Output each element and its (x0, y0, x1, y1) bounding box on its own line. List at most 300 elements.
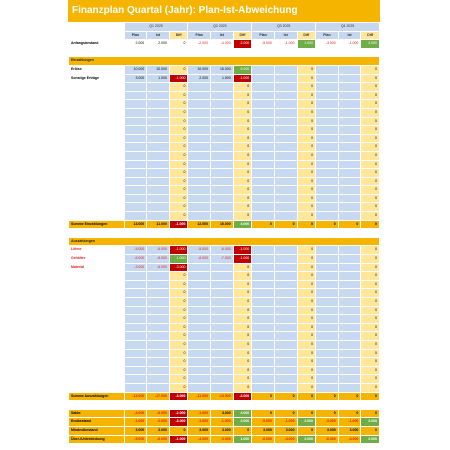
value-cell[interactable] (316, 298, 339, 307)
value-cell[interactable]: 0 (297, 160, 316, 169)
value-cell[interactable] (147, 323, 170, 332)
value-cell[interactable] (316, 143, 339, 152)
value-cell[interactable]: 0 (297, 203, 316, 212)
value-cell[interactable]: -4.000 (338, 435, 361, 444)
value-cell[interactable] (252, 349, 275, 358)
value-cell[interactable] (252, 332, 275, 341)
value-cell[interactable]: 2.000 (124, 40, 147, 49)
value-cell[interactable]: 0 (169, 272, 188, 281)
value-cell[interactable]: 0 (361, 409, 380, 418)
value-cell[interactable]: 0 (169, 212, 188, 221)
value-cell[interactable] (188, 126, 211, 135)
value-cell[interactable]: 0 (316, 220, 339, 229)
value-cell[interactable]: -5.000 (124, 435, 147, 444)
value-cell[interactable]: 0 (297, 91, 316, 100)
value-cell[interactable] (316, 289, 339, 298)
value-cell[interactable] (252, 375, 275, 384)
value-cell[interactable] (316, 358, 339, 367)
value-cell[interactable]: 0 (297, 212, 316, 221)
value-cell[interactable] (316, 255, 339, 264)
value-cell[interactable] (316, 100, 339, 109)
value-cell[interactable]: -2.000 (233, 392, 252, 401)
value-cell[interactable]: 0 (169, 332, 188, 341)
value-cell[interactable]: -3.000 (316, 418, 339, 427)
value-cell[interactable] (211, 177, 234, 186)
value-cell[interactable] (338, 83, 361, 92)
value-cell[interactable]: 10.000 (188, 65, 211, 74)
value-cell[interactable] (124, 349, 147, 358)
value-cell[interactable]: 0 (169, 108, 188, 117)
value-cell[interactable]: 0 (297, 306, 316, 315)
value-cell[interactable] (274, 134, 297, 143)
value-cell[interactable] (147, 358, 170, 367)
value-cell[interactable] (338, 263, 361, 272)
value-cell[interactable]: 0 (169, 426, 188, 435)
value-cell[interactable]: 0 (297, 272, 316, 281)
value-cell[interactable]: 0 (233, 272, 252, 281)
value-cell[interactable] (316, 134, 339, 143)
value-cell[interactable]: 0 (169, 160, 188, 169)
value-cell[interactable] (211, 83, 234, 92)
value-cell[interactable]: 0 (297, 298, 316, 307)
value-cell[interactable] (147, 315, 170, 324)
value-cell[interactable]: 0 (361, 392, 380, 401)
value-cell[interactable]: 0 (361, 100, 380, 109)
value-cell[interactable]: 0 (233, 280, 252, 289)
value-cell[interactable]: 0 (169, 151, 188, 160)
value-cell[interactable]: 0 (169, 169, 188, 178)
value-cell[interactable]: 0 (361, 366, 380, 375)
value-cell[interactable] (188, 108, 211, 117)
value-cell[interactable] (147, 366, 170, 375)
value-cell[interactable] (124, 143, 147, 152)
value-cell[interactable]: 0 (361, 186, 380, 195)
value-cell[interactable]: 0 (361, 91, 380, 100)
value-cell[interactable] (252, 108, 275, 117)
value-cell[interactable]: 0 (361, 306, 380, 315)
value-cell[interactable] (188, 91, 211, 100)
value-cell[interactable] (338, 91, 361, 100)
value-cell[interactable]: 0 (233, 340, 252, 349)
value-cell[interactable] (252, 117, 275, 126)
value-cell[interactable] (338, 366, 361, 375)
value-cell[interactable] (124, 375, 147, 384)
value-cell[interactable] (124, 340, 147, 349)
value-cell[interactable] (211, 272, 234, 281)
value-cell[interactable] (124, 100, 147, 109)
value-cell[interactable] (147, 91, 170, 100)
value-cell[interactable]: 0 (169, 289, 188, 298)
value-cell[interactable] (124, 366, 147, 375)
value-cell[interactable]: 0 (297, 383, 316, 392)
value-cell[interactable]: -3.000 (169, 263, 188, 272)
value-cell[interactable]: 0 (297, 366, 316, 375)
value-cell[interactable]: -1.000 (233, 246, 252, 255)
value-cell[interactable] (338, 100, 361, 109)
value-cell[interactable] (211, 349, 234, 358)
value-cell[interactable]: -6.000 (147, 409, 170, 418)
value-cell[interactable]: -4.000 (274, 435, 297, 444)
value-cell[interactable]: 0 (338, 220, 361, 229)
value-cell[interactable]: 0 (169, 203, 188, 212)
value-cell[interactable] (147, 289, 170, 298)
value-cell[interactable]: -5.000 (147, 255, 170, 264)
value-cell[interactable] (211, 169, 234, 178)
value-cell[interactable]: 0 (361, 298, 380, 307)
value-cell[interactable] (147, 186, 170, 195)
value-cell[interactable] (338, 298, 361, 307)
value-cell[interactable]: 0 (297, 151, 316, 160)
value-cell[interactable] (338, 108, 361, 117)
value-cell[interactable]: 0 (297, 186, 316, 195)
value-cell[interactable] (124, 306, 147, 315)
value-cell[interactable]: -1.000 (124, 418, 147, 427)
value-cell[interactable]: -4.000 (211, 40, 234, 49)
value-cell[interactable]: 0 (233, 289, 252, 298)
value-cell[interactable]: -6.000 (147, 435, 170, 444)
value-cell[interactable] (147, 108, 170, 117)
value-cell[interactable] (338, 65, 361, 74)
value-cell[interactable] (338, 323, 361, 332)
value-cell[interactable] (316, 151, 339, 160)
value-cell[interactable]: 0 (169, 177, 188, 186)
value-cell[interactable]: 0 (297, 392, 316, 401)
value-cell[interactable]: 0 (297, 280, 316, 289)
value-cell[interactable]: 0 (361, 220, 380, 229)
value-cell[interactable]: 0 (361, 246, 380, 255)
value-cell[interactable] (316, 186, 339, 195)
value-cell[interactable]: 5.000 (233, 65, 252, 74)
value-cell[interactable]: 3.000 (252, 426, 275, 435)
value-cell[interactable]: 0 (233, 126, 252, 135)
value-cell[interactable] (316, 83, 339, 92)
value-cell[interactable] (274, 246, 297, 255)
value-cell[interactable] (338, 74, 361, 83)
value-cell[interactable] (274, 212, 297, 221)
value-cell[interactable] (147, 340, 170, 349)
value-cell[interactable]: 0 (169, 375, 188, 384)
value-cell[interactable]: 0 (361, 126, 380, 135)
value-cell[interactable]: -3.000 (169, 418, 188, 427)
value-cell[interactable]: 0 (361, 280, 380, 289)
value-cell[interactable] (124, 134, 147, 143)
value-cell[interactable] (211, 212, 234, 221)
value-cell[interactable]: 0 (361, 151, 380, 160)
value-cell[interactable]: 0 (169, 298, 188, 307)
value-cell[interactable]: 1.000 (147, 74, 170, 83)
value-cell[interactable]: 0 (169, 126, 188, 135)
value-cell[interactable] (338, 117, 361, 126)
value-cell[interactable] (188, 203, 211, 212)
value-cell[interactable] (274, 323, 297, 332)
value-cell[interactable] (316, 65, 339, 74)
value-cell[interactable] (274, 117, 297, 126)
value-cell[interactable]: 0 (169, 194, 188, 203)
value-cell[interactable] (124, 280, 147, 289)
value-cell[interactable] (124, 186, 147, 195)
value-cell[interactable] (252, 358, 275, 367)
value-cell[interactable]: -1.000 (338, 40, 361, 49)
value-cell[interactable]: 15.000 (211, 65, 234, 74)
value-cell[interactable] (147, 212, 170, 221)
value-cell[interactable] (338, 340, 361, 349)
value-cell[interactable] (316, 366, 339, 375)
value-cell[interactable]: 0 (169, 280, 188, 289)
value-cell[interactable] (188, 83, 211, 92)
value-cell[interactable]: 0 (169, 91, 188, 100)
value-cell[interactable]: 0 (233, 203, 252, 212)
value-cell[interactable] (252, 65, 275, 74)
value-cell[interactable]: -3.000 (211, 435, 234, 444)
value-cell[interactable] (124, 272, 147, 281)
value-cell[interactable] (252, 194, 275, 203)
value-cell[interactable]: 0 (274, 392, 297, 401)
value-cell[interactable]: 10.000 (124, 65, 147, 74)
value-cell[interactable]: 0 (297, 255, 316, 264)
value-cell[interactable] (252, 383, 275, 392)
value-cell[interactable]: -1.000 (274, 418, 297, 427)
value-cell[interactable] (124, 358, 147, 367)
value-cell[interactable] (124, 289, 147, 298)
value-cell[interactable]: 0 (361, 358, 380, 367)
value-cell[interactable] (338, 280, 361, 289)
value-cell[interactable]: 0 (338, 409, 361, 418)
value-cell[interactable]: 0 (361, 108, 380, 117)
value-cell[interactable]: -5.000 (252, 418, 275, 427)
value-cell[interactable] (211, 126, 234, 135)
value-cell[interactable]: 0 (297, 375, 316, 384)
value-cell[interactable] (316, 194, 339, 203)
value-cell[interactable]: 0 (169, 186, 188, 195)
value-cell[interactable] (211, 194, 234, 203)
value-cell[interactable]: -1.000 (211, 418, 234, 427)
value-cell[interactable]: 0 (361, 375, 380, 384)
value-cell[interactable] (274, 126, 297, 135)
value-cell[interactable]: 0 (361, 169, 380, 178)
value-cell[interactable] (252, 323, 275, 332)
value-cell[interactable] (188, 117, 211, 126)
value-cell[interactable]: 3.000 (338, 426, 361, 435)
value-cell[interactable]: 0 (233, 117, 252, 126)
value-cell[interactable] (188, 332, 211, 341)
value-cell[interactable] (252, 263, 275, 272)
value-cell[interactable] (147, 280, 170, 289)
value-cell[interactable]: 0 (361, 177, 380, 186)
value-cell[interactable] (188, 375, 211, 384)
value-cell[interactable] (338, 160, 361, 169)
value-cell[interactable]: 0 (361, 65, 380, 74)
value-cell[interactable]: 12.000 (188, 220, 211, 229)
value-cell[interactable] (252, 289, 275, 298)
value-cell[interactable]: -1.000 (169, 74, 188, 83)
value-cell[interactable]: 0 (297, 246, 316, 255)
value-cell[interactable]: 0 (169, 65, 188, 74)
value-cell[interactable] (316, 108, 339, 117)
value-cell[interactable] (211, 383, 234, 392)
value-cell[interactable]: 11.000 (147, 220, 170, 229)
value-cell[interactable]: 4.000 (233, 220, 252, 229)
value-cell[interactable] (316, 169, 339, 178)
value-cell[interactable] (124, 383, 147, 392)
value-cell[interactable] (316, 340, 339, 349)
value-cell[interactable] (316, 246, 339, 255)
value-cell[interactable] (274, 65, 297, 74)
value-cell[interactable] (188, 143, 211, 152)
value-cell[interactable]: 0 (169, 323, 188, 332)
value-cell[interactable]: 0 (233, 186, 252, 195)
value-cell[interactable]: 0 (169, 40, 188, 49)
value-cell[interactable]: 0 (361, 263, 380, 272)
value-cell[interactable] (274, 186, 297, 195)
value-cell[interactable]: -5.000 (188, 246, 211, 255)
value-cell[interactable] (252, 151, 275, 160)
value-cell[interactable] (188, 169, 211, 178)
value-cell[interactable]: 0 (361, 426, 380, 435)
value-cell[interactable] (124, 177, 147, 186)
value-cell[interactable]: 0 (361, 203, 380, 212)
value-cell[interactable] (124, 332, 147, 341)
value-cell[interactable]: 0 (361, 194, 380, 203)
value-cell[interactable]: 0 (297, 340, 316, 349)
value-cell[interactable]: 0 (233, 298, 252, 307)
value-cell[interactable]: 0 (233, 358, 252, 367)
value-cell[interactable]: -1.000 (233, 255, 252, 264)
value-cell[interactable]: -6.000 (147, 263, 170, 272)
value-cell[interactable]: 0 (169, 366, 188, 375)
value-cell[interactable]: -2.000 (233, 40, 252, 49)
value-cell[interactable]: -7.000 (211, 255, 234, 264)
value-cell[interactable]: -1.000 (169, 246, 188, 255)
value-cell[interactable] (211, 366, 234, 375)
value-cell[interactable] (124, 315, 147, 324)
value-cell[interactable]: 0 (233, 426, 252, 435)
value-cell[interactable]: 2.000 (188, 74, 211, 83)
value-cell[interactable]: 0 (169, 358, 188, 367)
value-cell[interactable] (124, 91, 147, 100)
value-cell[interactable] (274, 349, 297, 358)
value-cell[interactable] (338, 255, 361, 264)
value-cell[interactable] (124, 83, 147, 92)
value-cell[interactable] (188, 263, 211, 272)
value-cell[interactable] (316, 263, 339, 272)
value-cell[interactable]: 0 (169, 383, 188, 392)
value-cell[interactable] (252, 186, 275, 195)
value-cell[interactable]: 2.000 (147, 40, 170, 49)
value-cell[interactable]: -11.000 (188, 392, 211, 401)
value-cell[interactable]: 0 (297, 263, 316, 272)
value-cell[interactable]: 0 (361, 383, 380, 392)
value-cell[interactable] (316, 383, 339, 392)
value-cell[interactable]: 0 (297, 315, 316, 324)
value-cell[interactable] (338, 186, 361, 195)
value-cell[interactable] (274, 74, 297, 83)
value-cell[interactable]: 0 (297, 332, 316, 341)
value-cell[interactable]: -5.000 (252, 40, 275, 49)
value-cell[interactable] (252, 255, 275, 264)
value-cell[interactable] (274, 194, 297, 203)
value-cell[interactable] (147, 169, 170, 178)
value-cell[interactable] (124, 151, 147, 160)
value-cell[interactable] (274, 298, 297, 307)
value-cell[interactable]: -6.000 (211, 246, 234, 255)
value-cell[interactable] (274, 160, 297, 169)
value-cell[interactable] (252, 100, 275, 109)
value-cell[interactable] (147, 272, 170, 281)
value-cell[interactable] (211, 100, 234, 109)
value-cell[interactable] (316, 315, 339, 324)
value-cell[interactable] (188, 177, 211, 186)
value-cell[interactable]: 0 (297, 100, 316, 109)
value-cell[interactable]: 0 (252, 220, 275, 229)
value-cell[interactable]: 0 (297, 126, 316, 135)
value-cell[interactable]: 1.000 (297, 40, 316, 49)
value-cell[interactable]: 0 (233, 151, 252, 160)
value-cell[interactable]: 0 (297, 117, 316, 126)
value-cell[interactable] (124, 169, 147, 178)
value-cell[interactable] (338, 272, 361, 281)
value-cell[interactable]: 10.000 (147, 65, 170, 74)
value-cell[interactable] (211, 280, 234, 289)
value-cell[interactable] (188, 186, 211, 195)
value-cell[interactable] (274, 358, 297, 367)
value-cell[interactable] (124, 160, 147, 169)
value-cell[interactable] (188, 366, 211, 375)
value-cell[interactable] (147, 203, 170, 212)
value-cell[interactable]: 0 (361, 143, 380, 152)
value-cell[interactable] (338, 212, 361, 221)
value-cell[interactable]: 3.000 (211, 409, 234, 418)
value-cell[interactable]: 2.000 (297, 418, 316, 427)
value-cell[interactable] (316, 349, 339, 358)
value-cell[interactable]: 0 (361, 212, 380, 221)
value-cell[interactable] (316, 74, 339, 83)
value-cell[interactable]: 0 (297, 169, 316, 178)
value-cell[interactable]: 3.000 (188, 426, 211, 435)
value-cell[interactable] (274, 272, 297, 281)
value-cell[interactable]: -13.000 (211, 392, 234, 401)
value-cell[interactable] (147, 83, 170, 92)
value-cell[interactable] (147, 194, 170, 203)
value-cell[interactable]: -1.000 (188, 409, 211, 418)
value-cell[interactable] (124, 203, 147, 212)
value-cell[interactable] (338, 143, 361, 152)
value-cell[interactable]: 3.000 (274, 426, 297, 435)
value-cell[interactable] (147, 177, 170, 186)
value-cell[interactable]: 0 (297, 65, 316, 74)
value-cell[interactable]: 0 (169, 340, 188, 349)
value-cell[interactable]: -1.000 (233, 74, 252, 83)
value-cell[interactable] (274, 91, 297, 100)
value-cell[interactable]: 0 (361, 83, 380, 92)
value-cell[interactable] (316, 177, 339, 186)
value-cell[interactable]: 0 (297, 349, 316, 358)
value-cell[interactable] (252, 298, 275, 307)
value-cell[interactable]: 0 (361, 117, 380, 126)
value-cell[interactable] (338, 203, 361, 212)
value-cell[interactable]: 2.000 (297, 435, 316, 444)
value-cell[interactable]: 0 (297, 177, 316, 186)
value-cell[interactable]: 3.000 (147, 426, 170, 435)
value-cell[interactable] (316, 160, 339, 169)
value-cell[interactable]: -6.000 (316, 435, 339, 444)
value-cell[interactable]: 0 (297, 194, 316, 203)
value-cell[interactable]: 0 (233, 100, 252, 109)
value-cell[interactable] (188, 280, 211, 289)
value-cell[interactable] (147, 126, 170, 135)
value-cell[interactable]: 2.000 (233, 418, 252, 427)
value-cell[interactable]: 1.000 (169, 255, 188, 264)
value-cell[interactable]: 0 (233, 366, 252, 375)
